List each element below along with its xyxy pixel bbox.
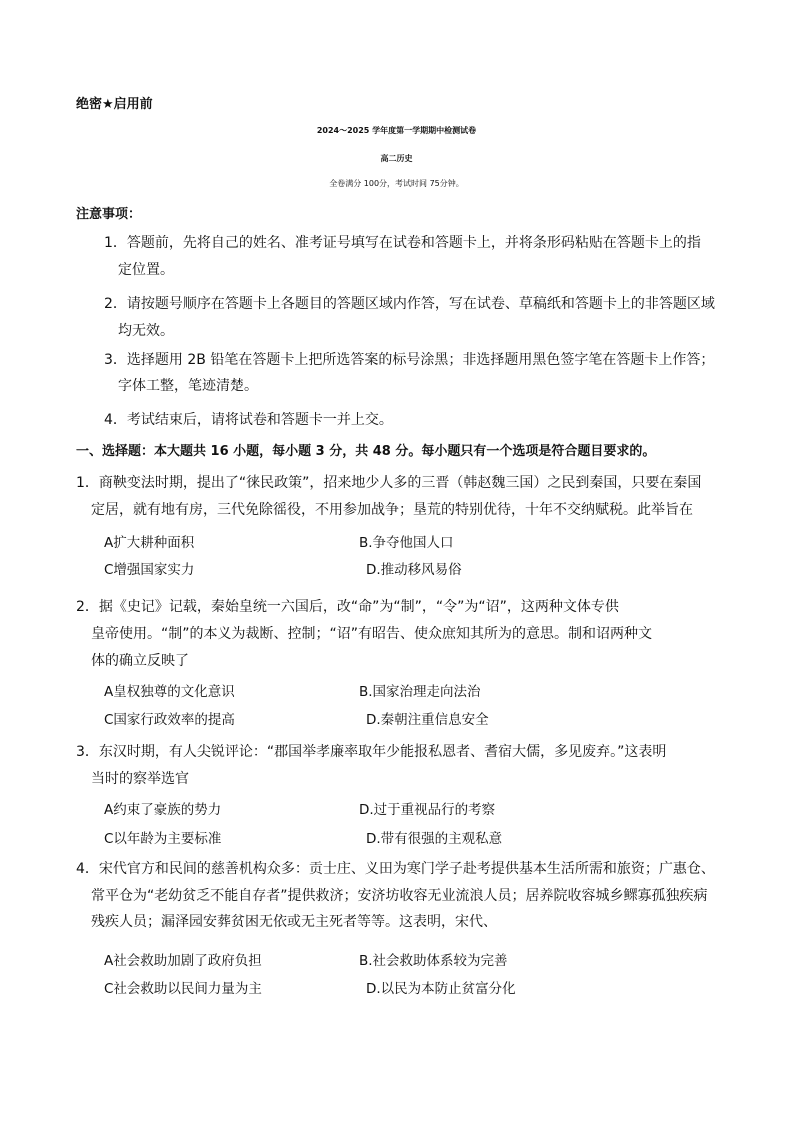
question-3-option-c: C以年龄为主要标准 xyxy=(104,831,222,847)
question-2-option-c: C国家行政效率的提高 xyxy=(104,712,235,728)
notice-item-3-line-2: 字体工整，笔迹清楚。 xyxy=(118,378,258,394)
notice-heading: 注意事项： xyxy=(76,207,142,222)
question-3-line-1: 3．东汉时期，有人尖锐评论：“郡国举孝廉率取年少能报私恩者、耆宿大儒，多见废弃。”这表明 xyxy=(76,744,667,760)
exam-title: 2024～2025 学年度第一学期期中检测试卷 xyxy=(316,126,477,135)
question-2-line-3: 体的确立反映了 xyxy=(91,653,189,669)
question-2-option-b: B.国家治理走向法治 xyxy=(359,684,481,700)
score-info: 全卷满分 100分，考试时间 75分钟。 xyxy=(329,179,464,188)
question-4-line-2: 常平仓为“老幼贫乏不能自存者”提供救济；安济坊收容无业流浪人员；居养院收容城乡鳏寡孤独疾病 xyxy=(91,888,708,904)
question-2-option-d: D.秦朝注重信息安全 xyxy=(366,712,489,728)
question-1-option-d: D.推动移风易俗 xyxy=(366,562,462,578)
notice-item-1-line-2: 定位置。 xyxy=(118,262,174,278)
question-1-option-a: A扩大耕种面积 xyxy=(104,535,195,551)
question-1-option-b: B.争夺他国人口 xyxy=(359,535,454,551)
subject-title: 高二历史 xyxy=(380,154,413,163)
question-3-option-b: D.过于重视品行的考察 xyxy=(359,802,496,818)
question-4-line-1: 4．宋代官方和民间的慈善机构众多：贡士庄、义田为寒门学子赴考提供基本生活所需和旅资；广惠仓、 xyxy=(76,861,715,877)
notice-item-4: 4．考试结束后，请将试卷和答题卡一并上交。 xyxy=(104,412,393,428)
secret-label: 绝密★启用前 xyxy=(76,97,153,112)
question-3-option-d: D.带有很强的主观私意 xyxy=(366,831,503,847)
question-3-option-a: A约束了豪族的势力 xyxy=(104,802,222,818)
question-2-line-2: 皇帝使用。“制”的本义为裁断、控制；“诏”有昭告、使众庶知其所为的意思。制和诏两种文 xyxy=(91,626,653,642)
question-4-option-d: D.以民为本防止贫富分化 xyxy=(366,981,516,997)
question-4-option-c: C社会救助以民间力量为主 xyxy=(104,981,262,997)
section-1-heading: 一、选择题：本大题共 16 小题，每小题 3 分，共 48 分。每小题只有一个选项是符合题目要求的。 xyxy=(76,444,656,459)
question-2-option-a: A皇权独尊的文化意识 xyxy=(104,684,235,700)
notice-item-2-line-1: 2．请按题号顺序在答题卡上各题目的答题区域内作答，写在试卷、草稿纸和答题卡上的非答题区域 xyxy=(104,296,715,312)
question-1-option-c: C增强国家实力 xyxy=(104,562,195,578)
question-1-line-1: 1．商鞅变法时期，提出了“徕民政策”，招来地少人多的三晋（韩赵魏三国）之民到秦国，只要在秦国 xyxy=(76,475,702,491)
notice-item-2-line-2: 均无效。 xyxy=(118,323,174,339)
question-3-line-2: 当时的察举选官 xyxy=(91,771,189,787)
notice-item-1-line-1: 1．答题前，先将自己的姓名、准考证号填写在试卷和答题卡上，并将条形码粘贴在答题卡上的指 xyxy=(104,235,701,251)
question-4-option-b: B.社会救助体系较为完善 xyxy=(359,953,508,969)
question-1-line-2: 定居，就有地有房，三代免除徭役，不用参加战争；垦荒的特别优待，十年不交纳赋税。此举旨在 xyxy=(91,502,693,518)
notice-item-3-line-1: 3．选择题用 2B 铅笔在答题卡上把所选答案的标号涂黑；非选择题用黑色签字笔在答题卡上作答； xyxy=(104,352,715,368)
question-2-line-1: 2．据《史记》记载，秦始皇统一六国后，改“命”为“制”，“令”为“诏”，这两种文体专供 xyxy=(76,599,619,615)
question-4-option-a: A社会救助加剧了政府负担 xyxy=(104,953,262,969)
question-4-line-3: 残疾人员；漏泽园安葬贫困无依或无主死者等等。这表明，宋代、 xyxy=(91,914,497,930)
